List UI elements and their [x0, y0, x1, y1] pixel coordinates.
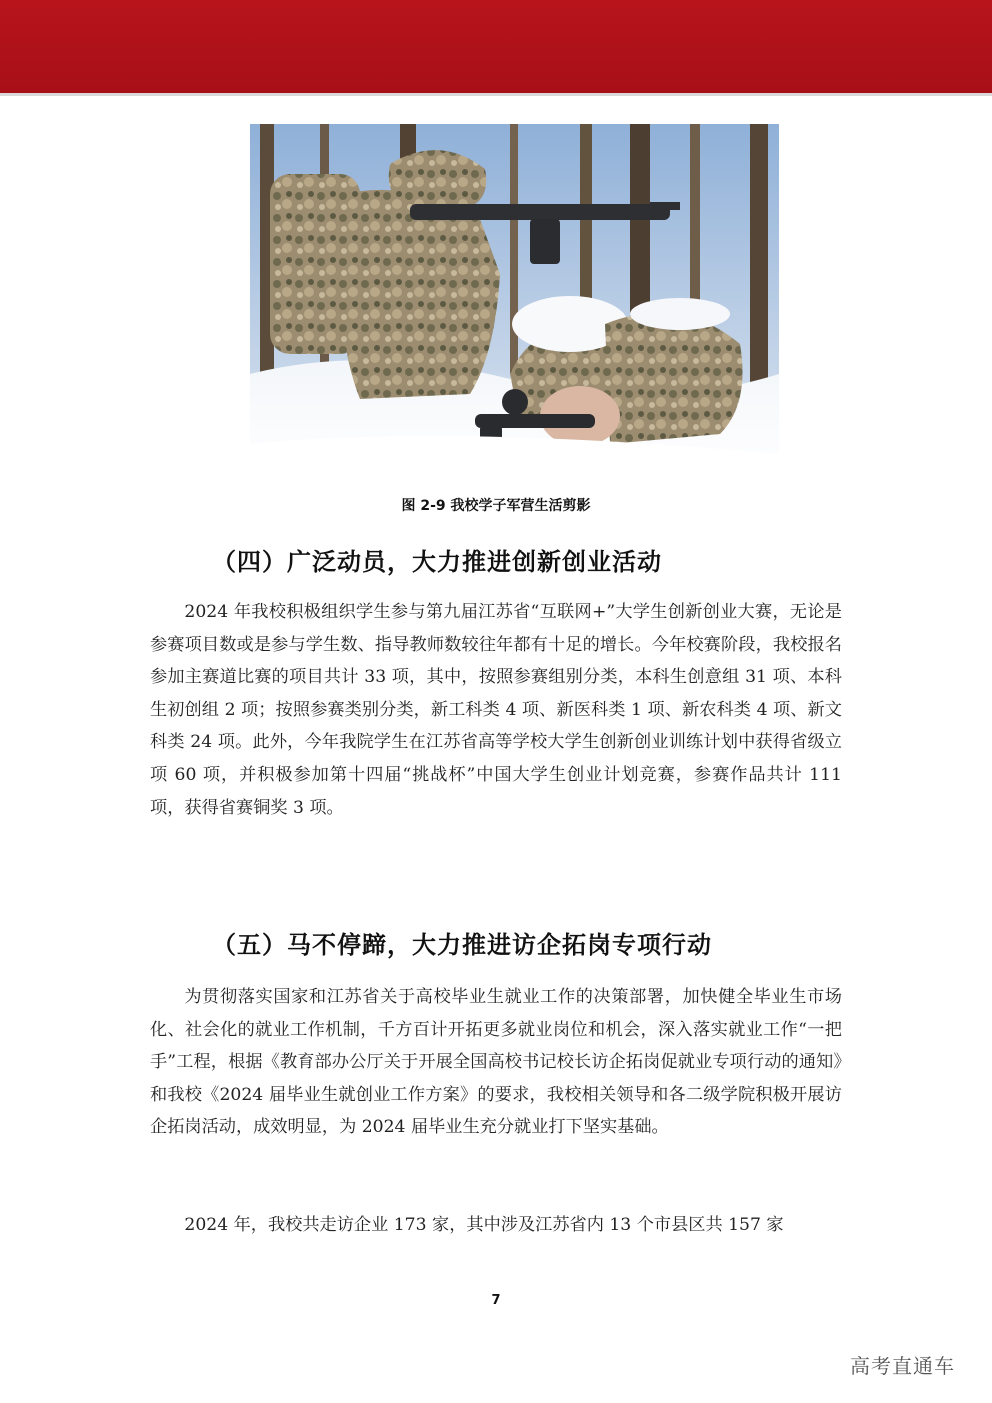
military-camp-photo: [250, 124, 779, 478]
section-five-paragraph-2: 2024 年，我校共走访企业 173 家，其中涉及江苏省内 13 个市县区共 157 家: [184, 1215, 784, 1235]
section-heading-five: （五）马不停蹄，大力推进访企拓岗专项行动: [212, 931, 712, 959]
section-four-paragraph: 2024 年我校积极组织学生参与第九届江苏省“互联网+”大学生创新创业大赛，无论是参赛项目数或是参与学生数、指导教师数较往年都有十足的增长。今年校赛阶段，我校报名参加主赛道比赛的项目共计 33 项，其中，按照参赛组别分类，本科生创意组 31 项、本科生初创组 2 项；按照参赛类别分类，新工科类 4 项、新医科类 1 项、新农科类 4 项、新文科类 24 项。此外，今年我院学生在江苏省高等学校大学生创新创业训练计划中获得省级立项 60 项，并积极参加第十四届“挑战杯”中国大学生创业计划竞赛，参赛作品共计 111 项，获得省赛铜奖 3 项。: [150, 602, 842, 818]
header-band: [0, 0, 992, 93]
section-heading-four: （四）广泛动员，大力推进创新创业活动: [212, 548, 662, 576]
figure-caption: 图 2-9 我校学子军营生活剪影: [401, 498, 591, 514]
watermark: 高考直通车: [850, 1354, 955, 1378]
page-number: 7: [491, 1293, 501, 1308]
section-five-paragraph-1: 为贯彻落实国家和江苏省关于高校毕业生就业工作的决策部署，加快健全毕业生市场化、社会化的就业工作机制，千方百计开拓更多就业岗位和机会，深入落实就业工作“一把手”工程，根据《教育部办公厅关于开展全国高校书记校长访企拓岗促就业专项行动的通知》和我校《2024 届毕业生就创业工作方案》的要求，我校相关领导和各二级学院积极开展访企拓岗活动，成效明显，为 2024 届毕业生充分就业打下坚实基础。: [150, 987, 842, 1138]
